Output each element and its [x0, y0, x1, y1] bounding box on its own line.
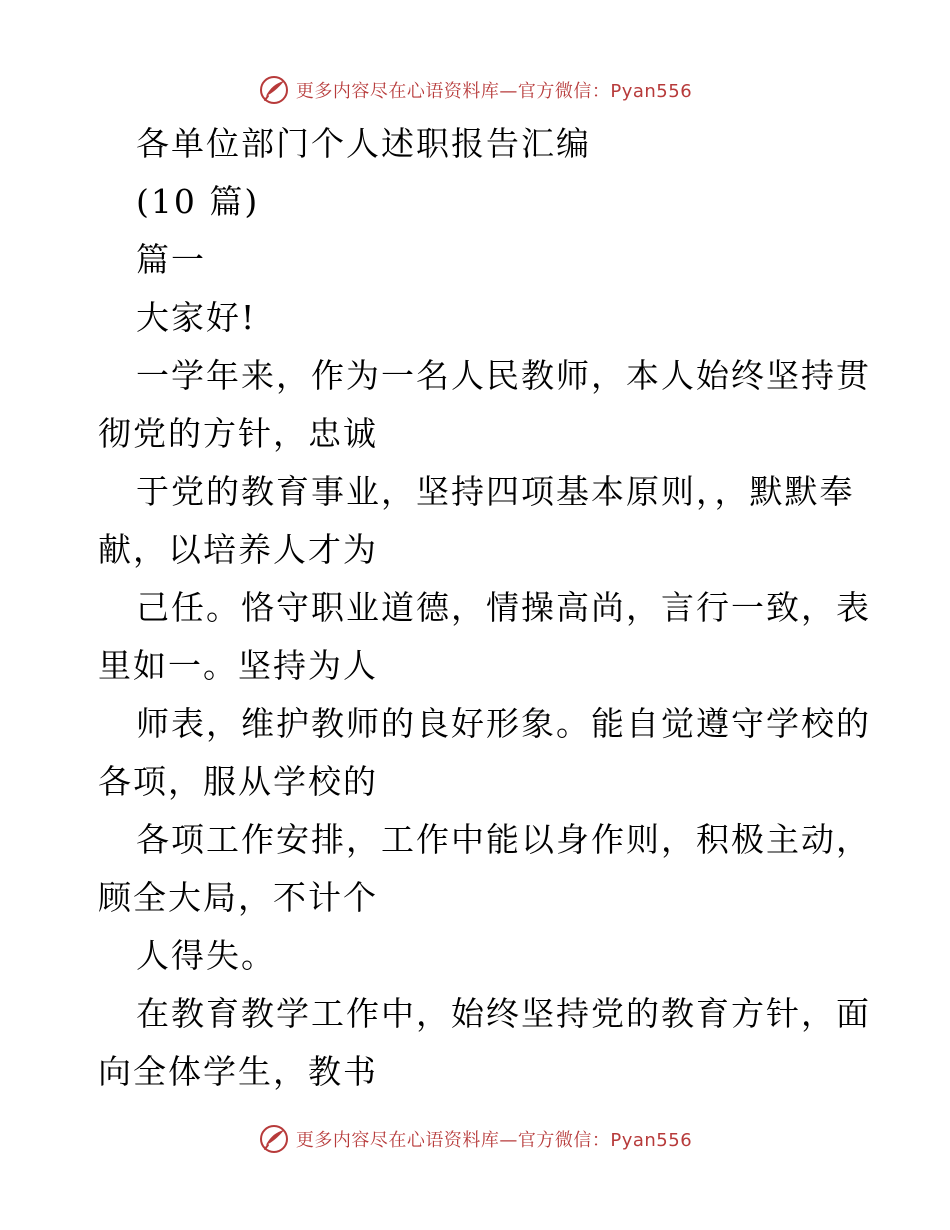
document-title: 各单位部门个人述职报告汇编 [136, 124, 591, 163]
paragraph-line: 里如一。坚持为人 [98, 646, 378, 685]
paragraph-line: 各项工作安排，工作中能以身作则，积极主动， [136, 820, 871, 859]
greeting-line: 大家好! [136, 298, 257, 337]
paragraph-line: 顾全大局，不计个 [98, 878, 378, 917]
paragraph-line: 师表，维护教师的良好形象。能自觉遵守学校的 [136, 704, 871, 743]
banner-text: 更多内容尽在心语资料库—官方微信：Pyan556 [295, 81, 693, 102]
paragraph-line: 人得失。 [136, 936, 276, 975]
quill-logo-icon [258, 1123, 290, 1155]
paragraph-line: 己任。恪守职业道德，情操高尚，言行一致，表 [136, 588, 871, 627]
paragraph-line: 于党的教育事业，坚持四项基本原则，，默默奉 [136, 472, 855, 511]
quill-logo-icon [258, 74, 290, 106]
paragraph-line: 一学年来，作为一名人民教师，本人始终坚持贯 [136, 356, 871, 395]
paragraph-line: 献，以培养人才为 [98, 530, 378, 569]
section-heading: 篇一 [136, 240, 206, 279]
paragraph-line: 彻党的方针，忠诚 [98, 414, 378, 453]
paragraph-line: 向全体学生，教书 [98, 1052, 378, 1091]
footer-banner [0, 1119, 950, 1159]
paragraph-line: 在教育教学工作中，始终坚持党的教育方针，面 [136, 994, 871, 1033]
header-banner [0, 70, 950, 110]
document-subtitle: (10 篇) [136, 182, 260, 221]
paragraph-line: 各项，服从学校的 [98, 762, 378, 801]
banner-text: 更多内容尽在心语资料库—官方微信：Pyan556 [295, 1130, 693, 1151]
